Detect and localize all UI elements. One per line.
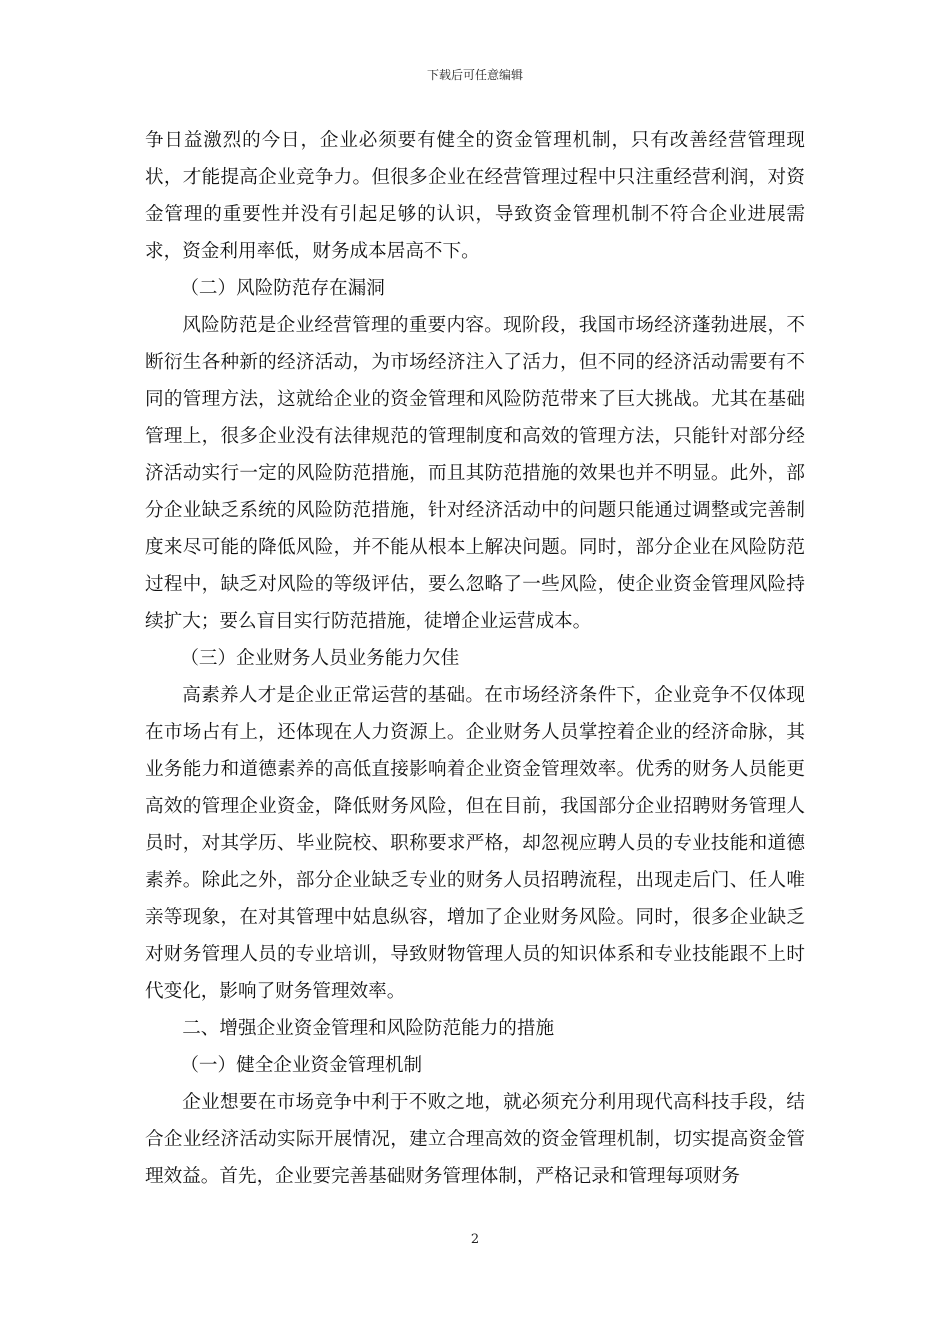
paragraph: 企业想要在市场竞争中利于不败之地，就必须充分利用现代高科技手段，结合企业经济活动实际开展情况，建立合理高效的资金管理机制，切实提高资金管理效益。首先，企业要完善基础财务管理体制，严格记录和管理每项财务 — [145, 1092, 805, 1187]
page-number: 2 — [470, 1232, 480, 1247]
page-header: 下载后可任意编辑 — [426, 68, 523, 82]
section-heading: （一）健全企业资金管理机制 — [180, 1055, 423, 1076]
chapter-heading: 二、增强企业资金管理和风险防范能力的措施 — [182, 1018, 555, 1039]
section-heading: （三）企业财务人员业务能力欠佳 — [180, 648, 460, 669]
body-text — [145, 122, 805, 1195]
section-heading: （二）风险防范存在漏洞 — [180, 278, 385, 299]
paragraph: 高素养人才是企业正常运营的基础。在市场经济条件下，企业竞争不仅体现在市场占有上，还体现在人力资源上。企业财务人员掌控着企业的经济命脉，其业务能力和道德素养的高低直接影响着企业资金管理效率。优秀的财务人员能更高效的管理企业资金，降低财务风险，但在目前，我国部分企业招聘财务管理人员时，对其学历、毕业院校、职称要求严格，却忽视应聘人员的专业技能和道德素养。除此之外，部分企业缺乏专业的财务人员招聘流程，出现走后门、任人唯亲等现象，在对其管理中姑息纵容，增加了企业财务风险。同时，很多企业缺乏对财务管理人员的专业培训，导致财物管理人员的知识体系和专业技能跟不上时代变化，影响了财务管理效率。 — [145, 685, 805, 1002]
paragraph: 风险防范是企业经营管理的重要内容。现阶段，我国市场经济蓬勃进展，不断衍生各种新的经济活动，为市场经济注入了活力，但不同的经济活动需要有不同的管理方法，这就给企业的资金管理和风险防范带来了巨大挑战。尤其在基础管理上，很多企业没有法律规范的管理制度和高效的管理方法，只能针对部分经济活动实行一定的风险防范措施，而且其防范措施的效果也并不明显。此外，部分企业缺乏系统的风险防范措施，针对经济活动中的问题只能通过调整或完善制度来尽可能的降低风险，并不能从根本上解决问题。同时，部分企业在风险防范过程中，缺乏对风险的等级评估，要么忽略了一些风险，使企业资金管理风险持续扩大；要么盲目实行防范措施，徒增企业运营成本。 — [145, 315, 805, 632]
paragraph: 争日益激烈的今日，企业必须要有健全的资金管理机制，只有改善经营管理现状，才能提高企业竞争力。但很多企业在经营管理过程中只注重经营利润，对资金管理的重要性并没有引起足够的认识，导致资金管理机制不符合企业进展需求，资金利用率低，财务成本居高不下。 — [145, 130, 805, 262]
